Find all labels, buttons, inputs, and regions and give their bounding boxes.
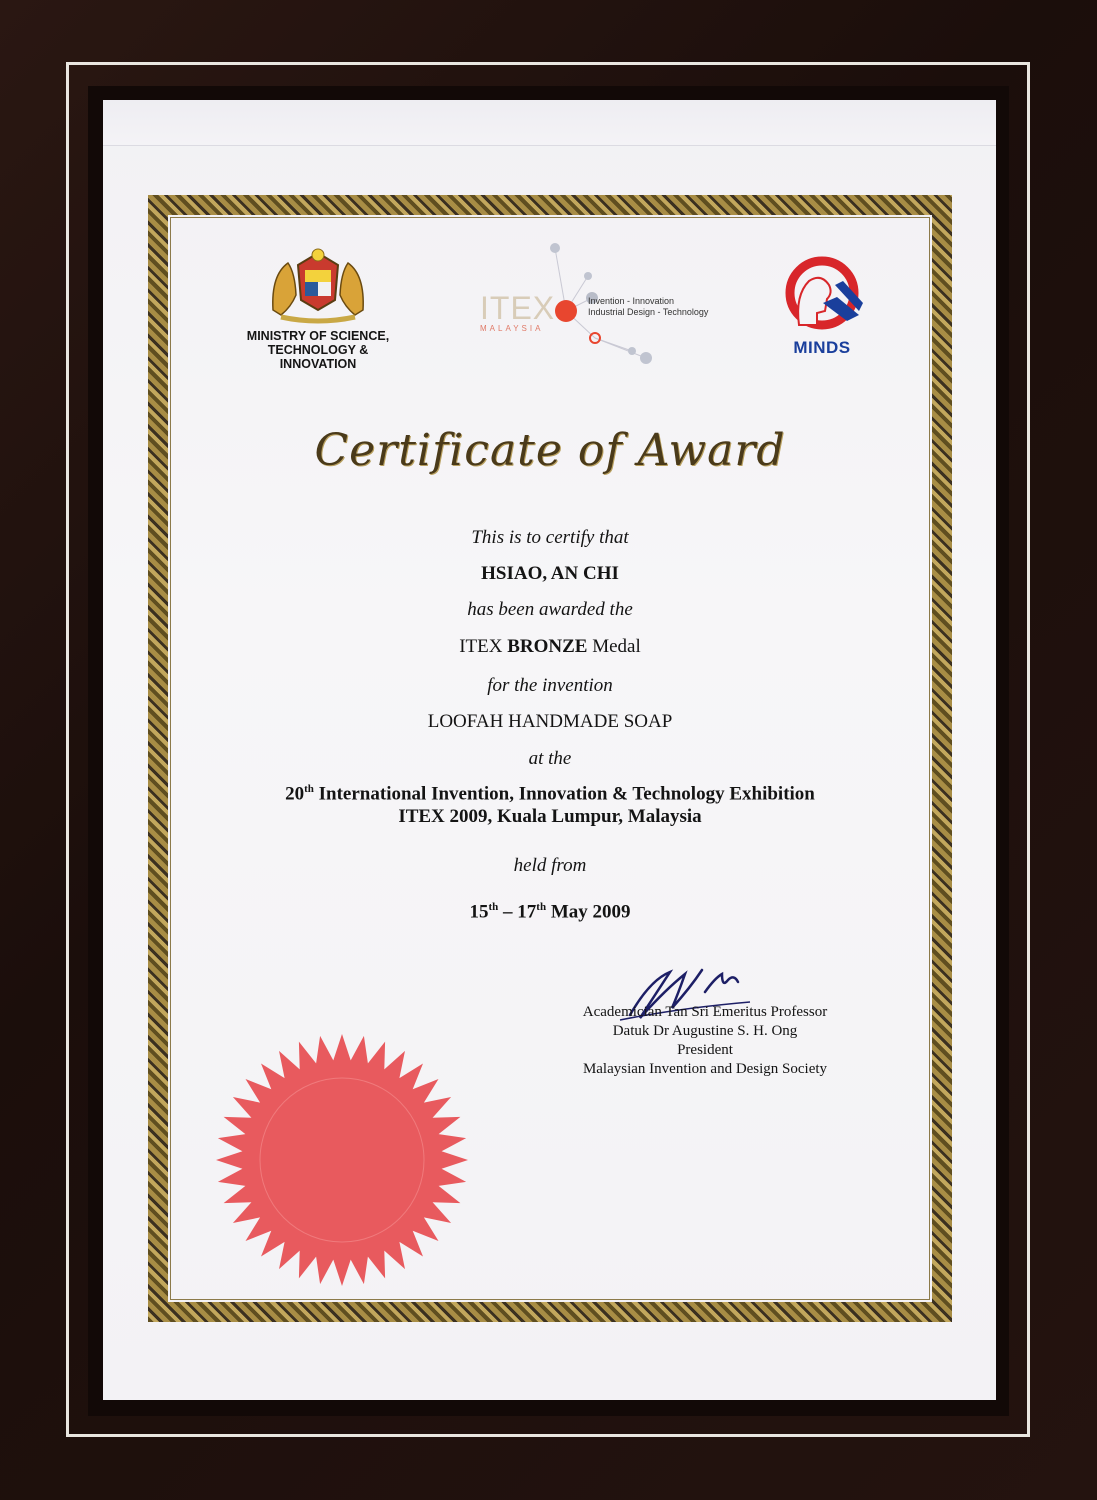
date-dash: – bbox=[503, 901, 513, 923]
held-line: held from bbox=[513, 855, 587, 876]
medal-suffix: Medal bbox=[592, 636, 641, 657]
invention-name: LOOFAH HANDMADE SOAP bbox=[427, 711, 673, 732]
signatory-name: Datuk Dr Augustine S. H. Ong bbox=[612, 1023, 798, 1039]
date-start-day: 15 bbox=[469, 901, 489, 923]
medal-line bbox=[170, 636, 930, 658]
event-dates bbox=[170, 901, 930, 923]
recipient-name: HSIAO, AN CHI bbox=[481, 563, 619, 584]
seal-starburst bbox=[216, 1034, 468, 1286]
invention-line: for the invention bbox=[487, 675, 613, 696]
certificate-title: Certificate of Award bbox=[314, 425, 786, 476]
ministry-logo bbox=[228, 245, 408, 371]
minds-wordmark: MINDS bbox=[793, 338, 851, 357]
date-start-suffix: th bbox=[488, 901, 499, 913]
date-end-day: 17 bbox=[517, 901, 537, 923]
medal-level: BRONZE bbox=[507, 636, 588, 657]
date-end-suffix: th bbox=[536, 901, 547, 913]
exhibition-location: ITEX 2009, Kuala Lumpur, Malaysia bbox=[398, 806, 702, 827]
exhibition-ordinal-suffix: th bbox=[304, 783, 314, 795]
certify-line: This is to certify that bbox=[471, 527, 629, 548]
signatory-organization: Malaysian Invention and Design Society bbox=[582, 1061, 828, 1077]
ministry-name: MINISTRY OF SCIENCE, TECHNOLOGY & INNOVATION bbox=[246, 329, 390, 371]
itex-logo bbox=[470, 238, 730, 373]
red-seal-icon bbox=[212, 1030, 472, 1290]
minds-head-icon bbox=[777, 255, 867, 335]
signatory-title: Academician Tan Sri Emeritus Professor bbox=[582, 1004, 828, 1020]
itex-wordmark: ITEX bbox=[480, 290, 556, 326]
itex-tagline: Invention - Innovation Industrial Design - Technology bbox=[588, 296, 709, 317]
paper-top-edge bbox=[103, 100, 996, 146]
exhibition-title: International Invention, Innovation & Technology Exhibition bbox=[318, 783, 815, 805]
medal-prefix: ITEX bbox=[459, 636, 503, 657]
at-line: at the bbox=[528, 748, 572, 769]
minds-logo bbox=[772, 255, 872, 358]
signatory-block bbox=[560, 1003, 850, 1079]
exhibition-name bbox=[170, 783, 930, 805]
exhibition-ordinal: 20 bbox=[285, 783, 305, 805]
date-month-year: May 2009 bbox=[550, 901, 631, 923]
signatory-position: President bbox=[677, 1042, 733, 1058]
malaysia-coat-of-arms-icon bbox=[263, 245, 373, 325]
itex-country: MALAYSIA bbox=[480, 324, 544, 333]
awarded-line: has been awarded the bbox=[467, 599, 633, 620]
